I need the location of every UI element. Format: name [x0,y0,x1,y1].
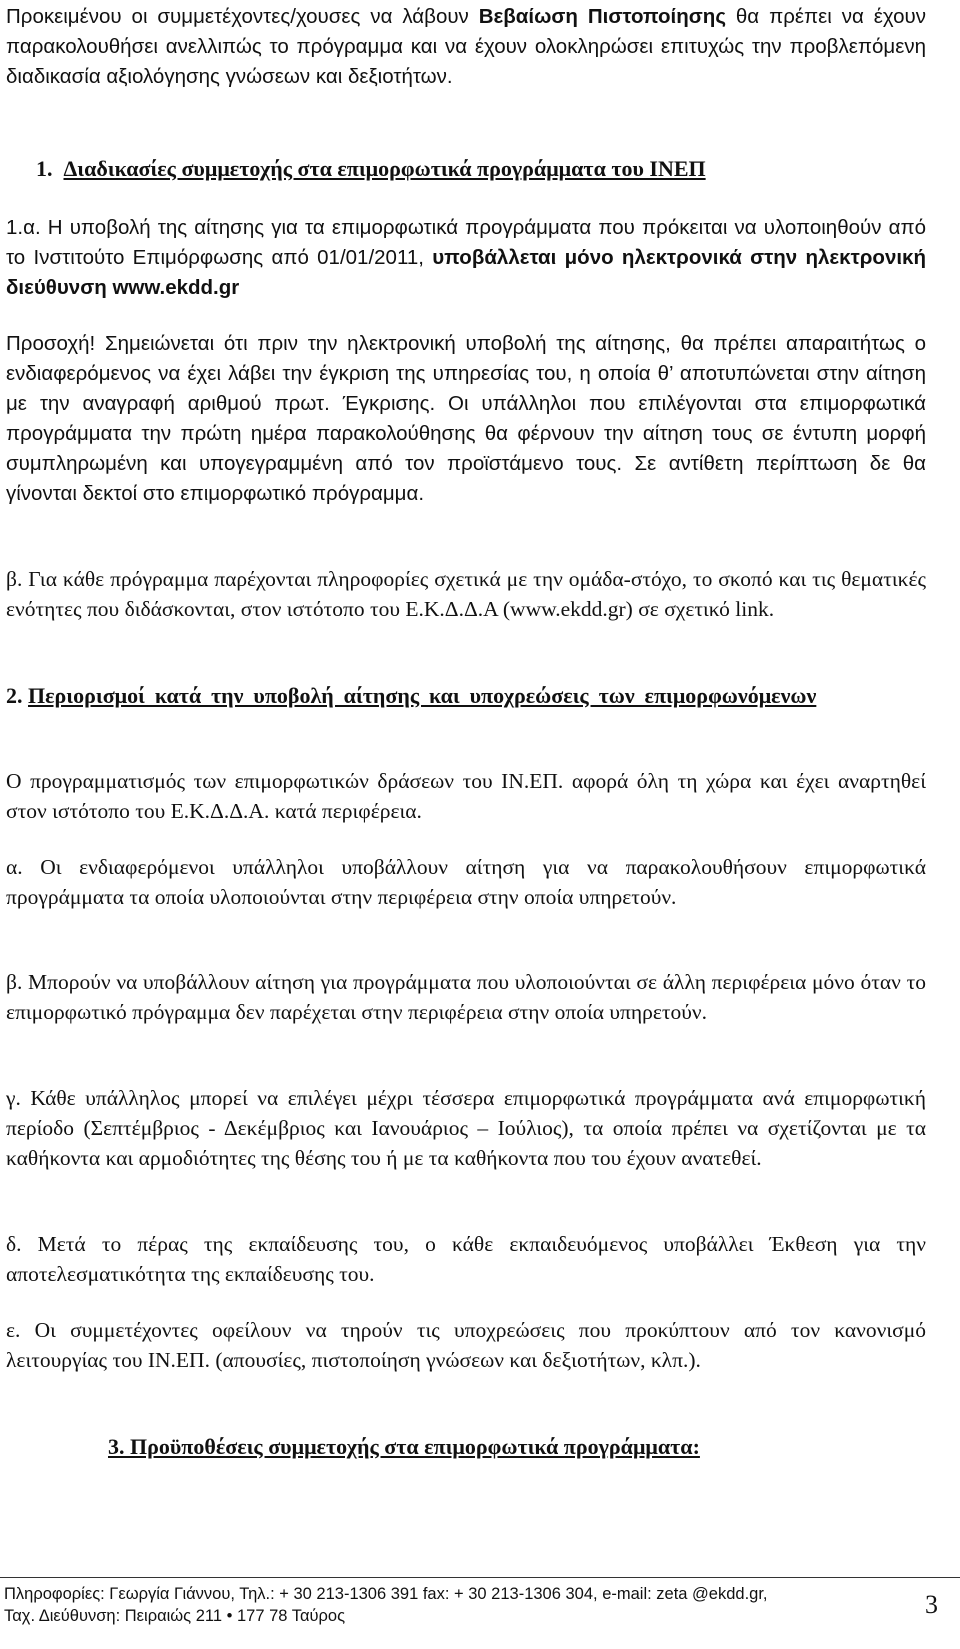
page-number: 3 [925,1590,938,1619]
section2-title: Περιορισμοί κατά την υποβολή αίτησης και υποχρεώσεις των επιμορφωνόμενων [28,683,817,708]
list-item-b: β. Μπορούν να υποβάλλουν αίτηση για προγράμματα που υλοποιούνται σε άλλη περιφέρεια μόνο όταν το επιμορφωτικό πρόγραμμα δεν παρέχεται στην περιφέρεια στην οποία υπηρετούν. [6,970,926,1024]
list-item-c: γ. Κάθε υπάλληλος μπορεί να επιλέγει μέχρι τέσσερα επιμορφωτικά προγράμματα ανά επιμορφωτική περίοδο (Σεπτέμβριος - Δεκέμβριος και Ιανουάριος – Ιούλιος), τα οποία πρέπει να σχετίζονται με τα καθήκοντα και αρμοδιότητες της θέσης του ή με τα καθήκοντα που του έχουν ανατεθεί. [6,1086,926,1170]
footer-divider [0,1577,960,1578]
attention-paragraph [6,329,926,509]
intro-text-end: θα πρέπει να έχουν παρακολουθήσει ανελλιπώς το πρόγραμμα και να έχουν ολοκληρώσει επιτυχώς την προβλεπόμενη διαδικασία αξιολόγησης γνώσεων και δεξιοτήτων. [6,5,926,88]
section1-para-b: β. Για κάθε πρόγραμμα παρέχονται πληροφορίες σχετικά με την ομάδα-στόχο, το σκοπό και τις θεματικές ενότητες που διδάσκονται, στον ιστότοπο του Ε.Κ.Δ.Δ.Α (www.ekdd.gr) σε σχετικό link. [6,567,926,621]
section3-title: 3. Προϋποθέσεις συμμετοχής στα επιμορφωτικά προγράμματα: [108,1434,700,1459]
intro-bold: Βεβαίωση Πιστοποίησης [478,5,726,28]
footer-address: Ταχ. Διεύθυνση: Πειραιώς 211 • 177 78 Ταύρος [4,1607,346,1625]
intro-text: Προκειμένου οι συμμετέχοντες/χουσες να λάβουν [6,5,479,28]
attention-text-1: Προσοχή! Σημειώνεται ότι πριν την ηλεκτρονική υποβολή της αίτησης, θα πρέπει απαραιτήτως ο ενδιαφερόμενος να έχει λάβει την έγκριση της υπηρεσίας του, η οποία θ’ αποτυπώνεται στην αίτηση με την αναγραφή αριθμού πρωτ. Έγκρισης. [6,332,926,415]
para-a-text: Η υποβολή της αίτησης για τα επιμορφωτικά προγράμματα που πρόκειται να υλοποιηθούν από το Ινστιτούτο Επιμόρφωσης από 01/01/2011, [6,216,926,269]
list-item-a: α. Οι ενδιαφερόμενοι υπάλληλοι υποβάλλουν αίτηση για να παρακολουθήσουν επιμορφωτικά προγράμματα τα οποία υλοποιούνται στην περιφέρεια στην οποία υπηρετούν. [6,855,926,909]
section3-heading [108,1432,700,1462]
list-item-d: δ. Μετά το πέρας της εκπαίδευσης του, ο κάθε εκπαιδευόμενος υποβάλλει Έκθεση για την αποτελεσματικότητα της εκπαίδευσης του. [6,1232,926,1286]
section2-heading [6,681,926,711]
list-item-e: ε. Οι συμμετέχοντες οφείλουν να τηρούν τις υποχρεώσεις που προκύπτουν από τον κανονισμό λειτουργίας του ΙΝ.ΕΠ. (απουσίες, πιστοποίηση γνώσεων και δεξιοτήτων, κλπ.). [6,1318,926,1372]
section1-title: Διαδικασίες συμμετοχής στα επιμορφωτικά προγράμματα του ΙΝΕΠ [63,156,706,181]
section2-number: 2. [6,683,23,708]
footer-contact: Πληροφορίες: Γεωργία Γιάννου, Τηλ.: + 30 213-1306 391 fax: + 30 213-1306 304, e-mail: zeta @ekdd.gr, [4,1585,768,1603]
section2-intro: Ο προγραμματισμός των επιμορφωτικών δράσεων του ΙΝ.ΕΠ. αφορά όλη τη χώρα και έχει αναρτηθεί στον ιστότοπο του Ε.Κ.Δ.Δ.Α. κατά περιφέρεια. [6,769,926,823]
attention-text-2: Οι υπάλληλοι που επιλέγονται στα επιμορφωτικά προγράμματα την πρώτη ημέρα παρακολούθησης θα φέρνουν την αίτηση τους σε έντυπη μορφή συμπληρωμένη και υπογεγραμμένη από τον προϊστάμενο τους. Σε αντίθετη περίπτωση δε θα γίνονται δεκτοί στο επιμορφωτικό πρόγραμμα. [6,392,926,505]
para-a-bold: υποβάλλεται μόνο ηλεκτρονικά στην ηλεκτρονική διεύθυνση www.ekdd.gr [6,246,926,299]
intro-paragraph [6,2,926,92]
section1-heading [36,154,706,184]
para-a-label: 1.α. [6,216,41,239]
section1-number: 1. [36,156,53,181]
section1-para-a [6,213,926,303]
